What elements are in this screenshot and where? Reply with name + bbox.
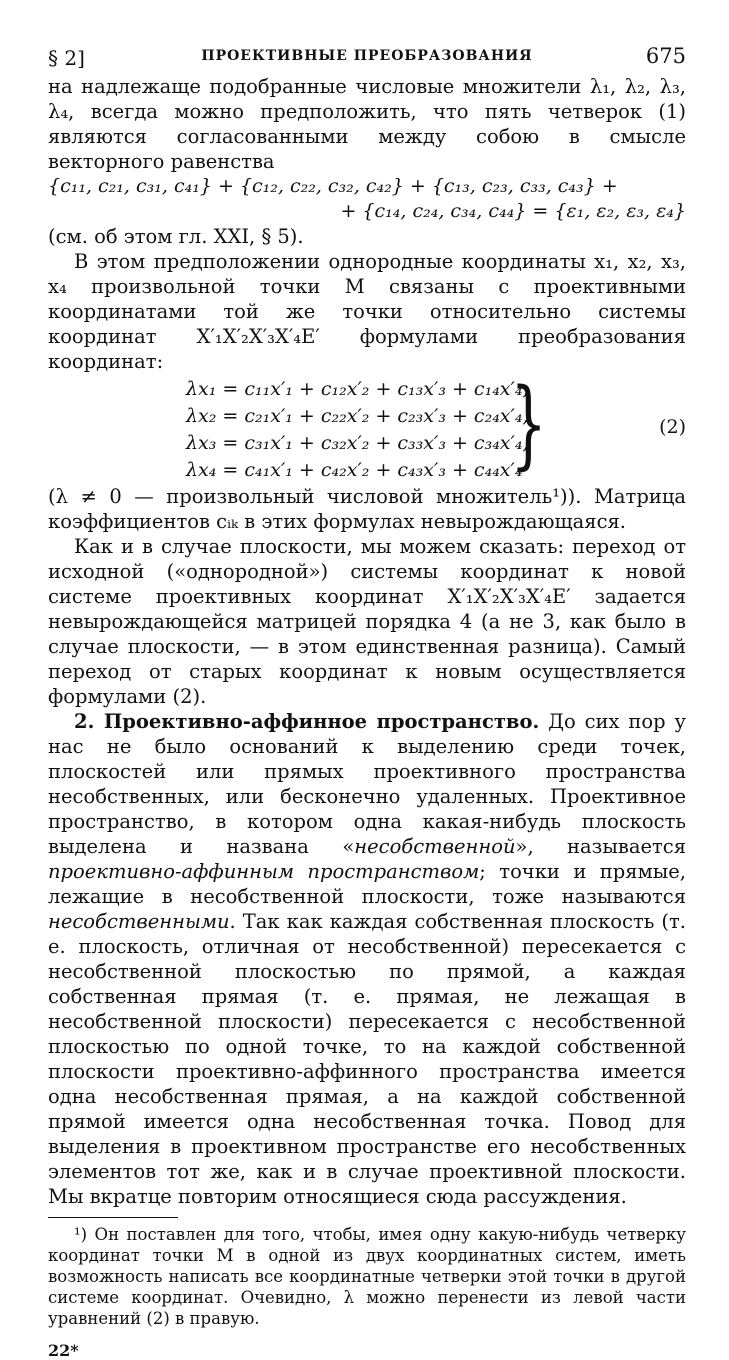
footnote-rule bbox=[48, 1217, 178, 1218]
vector-equation-line-2: + {c₁₄, c₂₄, c₃₄, c₄₄} = {ε₁, ε₂, ε₃, ε₄} bbox=[340, 200, 686, 222]
paragraph-3: В этом предположении однородные координаты x₁, x₂, x₃, x₄ произвольной точки M связаны с проективными координатами той же точки относительно системы координат X′₁X′₂X′₃X′₄E′ формулами преобразования координат: bbox=[48, 250, 686, 373]
page bbox=[48, 30, 686, 1360]
equation-line: λx₂ = c₂₁x′₁ + c₂₂x′₂ + c₂₃x′₃ + c₂₄x′₄, bbox=[186, 405, 529, 427]
term-improper: несобственной bbox=[354, 835, 516, 858]
paragraph-4: (λ ≠ 0 — произвольный числовой множитель¹)). Матрица коэффициентов cᵢₖ в этих формулах невырождающаяся. bbox=[48, 485, 686, 533]
page-number: 675 bbox=[645, 44, 686, 68]
equation-line: λx₄ = c₄₁x′₁ + c₄₂x′₂ + c₄₃x′₃ + c₄₄x′₄ bbox=[186, 459, 523, 481]
paragraph-1: на надлежаще подобранные числовые множители λ₁, λ₂, λ₃, λ₄, всегда можно предположить, что пять четверок (1) являются согласованными между собою в смысле векторного равенства bbox=[48, 75, 686, 173]
term-improper-elements: несобственными bbox=[48, 910, 230, 933]
equation-line: λx₃ = c₃₁x′₁ + c₃₂x′₂ + c₃₃x′₃ + c₃₄x′₄, bbox=[186, 432, 529, 454]
equation-number: (2) bbox=[659, 416, 686, 438]
running-header bbox=[48, 30, 686, 74]
right-brace: } bbox=[510, 368, 547, 480]
term-projective-affine-space: проективно-аффинным пространством bbox=[48, 860, 480, 883]
paragraph-2: (см. об этом гл. XXI, § 5). bbox=[48, 225, 304, 248]
footnote: ¹) Он поставлен для того, чтобы, имея одну какую-нибудь четверку координат точки M в одной из двух координатных систем, иметь возможность написать все координатные четверки этой точки в другой системе координат. Очевидно, λ можно перенести из левой части уравнений (2) в правую. bbox=[48, 1225, 686, 1328]
vector-equation-line-1: {c₁₁, c₂₁, c₃₁, c₄₁} + {c₁₂, c₂₂, c₃₂, c₄₂} + {c₁₃, c₂₃, c₃₃, c₄₃} + bbox=[48, 175, 618, 197]
section-marker: § 2] bbox=[48, 46, 85, 70]
subsection-heading: 2. Проективно-аффинное пространство. bbox=[74, 710, 540, 733]
running-title: ПРОЕКТИВНЫЕ ПРЕОБРАЗОВАНИЯ bbox=[201, 48, 533, 64]
signature-mark: 22* bbox=[48, 1341, 79, 1360]
equation-system bbox=[48, 368, 686, 484]
paragraph-6: 2. Проективно-аффинное пространство. До сих пор у нас не было оснований к выделению среди точек, плоскостей или прямых проективного пространства несобственных, или бесконечно удаленных. Проективное пространство, в котором одна какая-нибудь плоскость выделена и названа «несобственной», называется проективно-аффинным пространством; точки и прямые, лежащие в несобственной плоскости, тоже называются несобственными. Так как каждая собственная плоскость (т. е. плоскость, отличная от несобственной) пересекается с несобственной плоскостью по прямой, а каждая собственная прямая (т. е. прямая, не лежащая в несобственной плоскости) пересекается с несобственной плоскостью по одной точке, то на каждой собственной плоскости проективно-аффинного пространства имеется одна несобственная прямая, а на каждой собственной прямой имеется одна несобственная точка. Повод для выделения в проективном пространстве его несобственных элементов тот же, как и в случае проективной плоскости. Мы вкратце повторим относящиеся сюда рассуждения. bbox=[48, 710, 687, 1208]
paragraph-5: Как и в случае плоскости, мы можем сказать: переход от исходной («однородной») системы координат к новой системе проективных координат X′₁X′₂X′₃X′₄E′ задается невырождающейся матрицей порядка 4 (а не 3, как было в случае плоскости, — в этом единственная разница). Самый переход от старых координат к новым осуществляется формулами (2). bbox=[48, 535, 686, 708]
equation-line: λx₁ = c₁₁x′₁ + c₁₂x′₂ + c₁₃x′₃ + c₁₄x′₄, bbox=[186, 378, 529, 400]
